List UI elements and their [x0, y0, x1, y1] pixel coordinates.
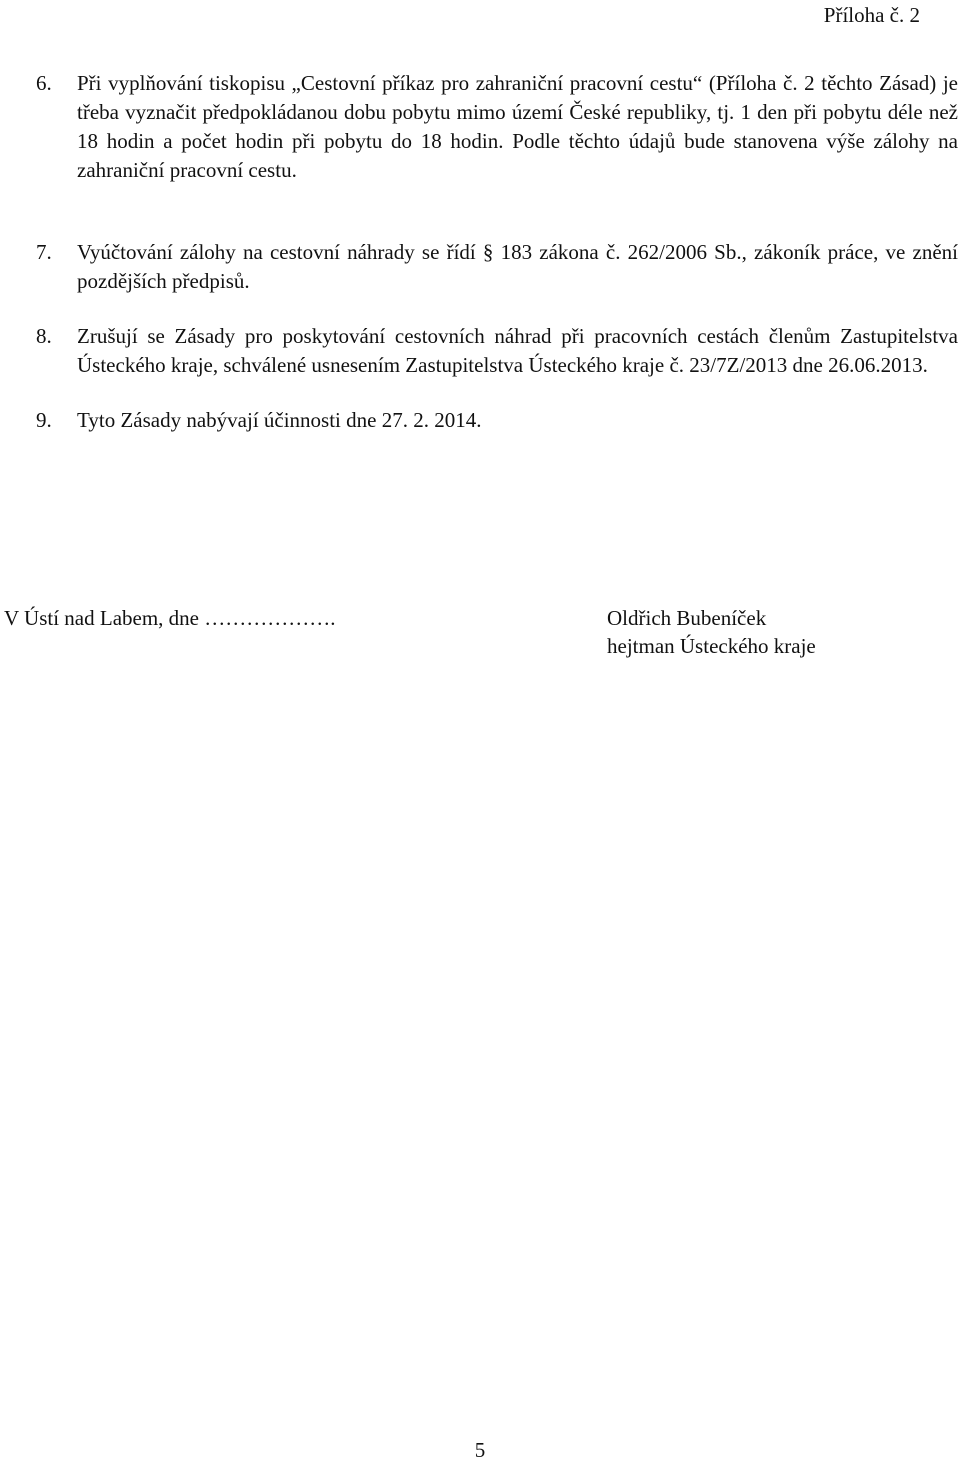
signature-block — [607, 604, 816, 660]
signatory-name: Oldřich Bubeníček — [607, 606, 767, 630]
list-item-6 — [36, 69, 958, 185]
list-item-7 — [36, 238, 958, 296]
signatory-role: hejtman Ústeckého kraje — [607, 634, 816, 658]
attachment-label: Příloha č. 2 — [823, 3, 920, 27]
item-number: 6. — [36, 71, 52, 95]
item-text: Vyúčtování zálohy na cestovní náhrady se řídí § 183 zákona č. 262/2006 Sb., zákoník práce, ve znění pozdějších předpisů. — [77, 240, 958, 293]
item-text: Zrušují se Zásady pro poskytování cestovních náhrad při pracovních cestách členům Zastupitelstva Ústeckého kraje, schválené usnesením Zastupitelstva Ústeckého kraje č. 23/7Z/2013 dne 26.06.2013. — [77, 324, 958, 377]
signature-place-date: V Ústí nad Labem, dne ………………. — [4, 606, 336, 630]
item-number: 7. — [36, 240, 52, 264]
item-number: 8. — [36, 324, 52, 348]
page-number: 5 — [474, 1438, 486, 1462]
list-item-8 — [36, 322, 958, 380]
list-item-9 — [36, 406, 958, 435]
document-body — [36, 69, 958, 435]
item-number: 9. — [36, 408, 52, 432]
item-text: Při vyplňování tiskopisu „Cestovní příkaz pro zahraniční pracovní cestu“ (Příloha č. 2 těchto Zásad) je třeba vyznačit předpokládanou dobu pobytu mimo území České republiky, tj. 1 den při pobytu déle než 18 hodin a počet hodin při pobytu do 18 hodin. Podle těchto údajů bude stanovena výše zálohy na zahraniční pracovní cestu. — [77, 71, 958, 182]
item-text: Tyto Zásady nabývají účinnosti dne 27. 2. 2014. — [77, 408, 482, 432]
